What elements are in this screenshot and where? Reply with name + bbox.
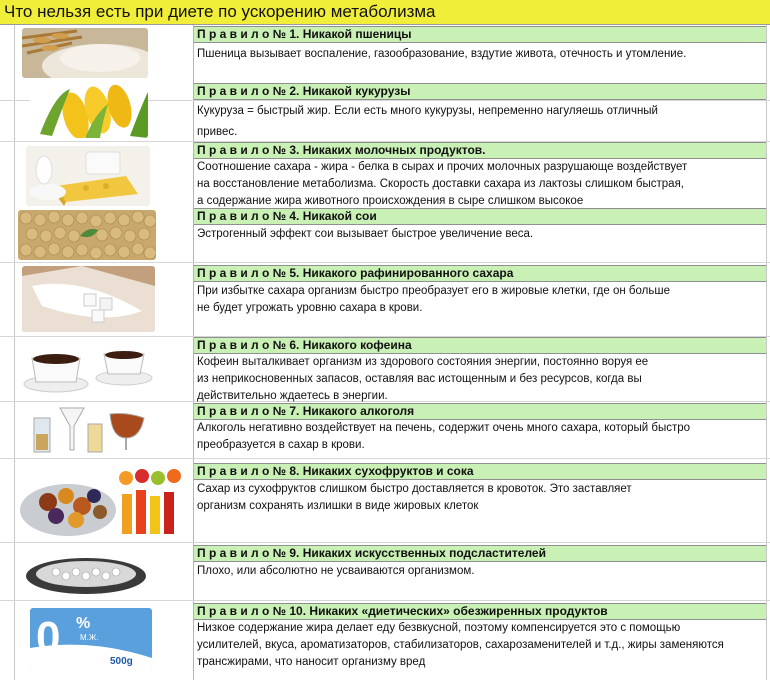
rule-5-heading: П р а в и л о № 5. Никакого рафинированного сахара	[194, 265, 766, 282]
rule-3-text: Соотношение сахара - жира - белка в сырах и прочих молочных разрушающе воздействует на восстановление метаболизма. Скорость доставки сахара из лактозы слишком быстрая, а содержание жира животного происхождения в сыре слишком высокое	[197, 161, 688, 207]
rule-2-heading: П р а в и л о № 2. Никакой кукурузы	[194, 83, 766, 100]
package-percent-text: %	[76, 615, 91, 632]
rule-3-heading: П р а в и л о № 3. Никаких молочных продуктов.	[194, 142, 766, 159]
package-weight-text: 500g	[110, 656, 133, 667]
sugar-image	[22, 266, 155, 332]
grid-line	[0, 458, 770, 459]
sweetener-tablets-image	[20, 550, 152, 596]
soybeans-image	[18, 210, 156, 260]
rule-8-heading: П р а в и л о № 8. Никаких сухофруктов и сока	[194, 463, 766, 480]
package-zero-text: 0	[36, 613, 61, 662]
rule-4-text: Эстрогенный эффект сои вызывает быстрое увеличение веса.	[197, 228, 534, 240]
rule-4-heading: П р а в и л о № 4. Никакой сои	[194, 208, 766, 225]
right-border	[766, 25, 770, 680]
alcohol-image	[30, 404, 150, 456]
zero-fat-package-image	[30, 608, 152, 668]
package-mf-text: М.Ж.	[80, 633, 99, 642]
rule-2-text: Кукуруза = быстрый жир. Если есть много кукурузы, непременно нагуляешь отличный привес.	[197, 105, 658, 138]
page-title: Что нельзя есть при диете по ускорению метаболизма	[4, 2, 436, 21]
corn-image	[30, 84, 148, 138]
rule-7-text: Алкоголь негативно воздействует на печень, содержит очень много сахара, который быстро преобразуется в сахар в крови.	[197, 422, 691, 451]
dairy-image	[26, 146, 150, 206]
title-bar	[0, 0, 770, 25]
rule-10-text: Низкое содержание жира делает еду безвкусной, поэтому компенсируется это с помощью усилителей, вкуса, ароматизаторов, стабилизаторов, сахарозаменителей и т.д., жиры заменяются трансжирами, что наносит организму вред	[197, 622, 724, 668]
rule-6-text: Кофеин выталкивает организм из здорового состояния энергии, постоянно воруя ее из неприкосновенных запасов, оставляя вас истощенным и без ресурсов, когда вы действительно ждаетесь в энергии.	[197, 356, 649, 402]
rule-5-text: При избытке сахара организм быстро преобразует его в жировые клетки, где он больше не будет угрожать уровню сахара в крови.	[197, 285, 670, 314]
rule-9-heading: П р а в и л о № 9. Никаких искусственных подсластителей	[194, 545, 766, 562]
dried-fruit-juice-image	[18, 466, 186, 538]
row-header-column	[0, 25, 15, 680]
rule-10-heading: П р а в и л о № 10. Никаких «диетических» обезжиренных продуктов	[194, 603, 766, 620]
rule-9-text: Плохо, или абсолютно не усваиваются организмом.	[197, 565, 475, 577]
grid-line	[0, 600, 770, 601]
rule-1-heading: П р а в и л о № 1. Никакой пшеницы	[194, 26, 766, 43]
wheat-flour-image	[22, 28, 148, 78]
grid-line	[0, 262, 770, 263]
rule-7-heading: П р а в и л о № 7. Никакого алкоголя	[194, 403, 766, 420]
coffee-image	[20, 344, 155, 394]
grid-line	[0, 542, 770, 543]
rule-6-heading: П р а в и л о № 6. Никакого кофеина	[194, 337, 766, 354]
rule-8-text: Сахар из сухофруктов слишком быстро доставляется в кровоток. Это заставляет организм сохранять излишки в виде жировых клеток	[197, 483, 632, 512]
rule-1-text: Пшеница вызывает воспаление, газообразование, вздутие живота, отечность и утомление.	[197, 48, 687, 60]
